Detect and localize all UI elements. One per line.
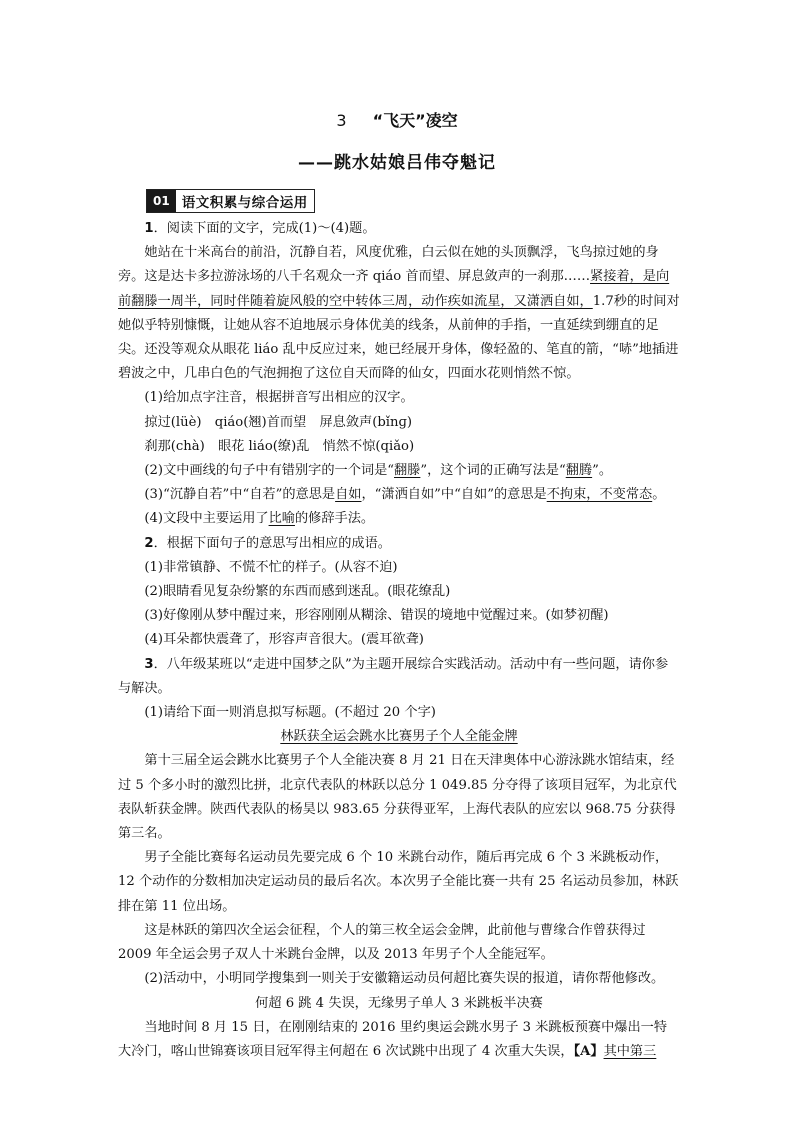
- answer-meaning-1: 自如: [335, 487, 362, 503]
- q1-sub1-answer-1: 掠过(lüè) qiáo(翘)首而望 屏息敛声(bǐnɡ): [144, 414, 413, 430]
- answer-rhetoric: 比喻: [268, 511, 295, 527]
- news-paragraph-2: 男子全能比赛每名运动员先要完成 6 个 10 米跳台动作，随后再完成 6 个 3 米跳板动作，12 个动作的分数相加决定运动员的最后名次。本次男子全能比赛一共有 25 名运动员参加，林跃排在第 11 位出场。: [118, 850, 679, 914]
- section-header: [146, 189, 315, 213]
- q1-sub3: (3)“沉静自若”中“自若”的意思是自如，“潇洒自如”中“自如”的意思是不拘束，不变常态。: [144, 487, 666, 503]
- lesson-subtitle: ——跳水姑娘吕伟夺魁记: [298, 153, 496, 173]
- q1-sub4: (4)文段中主要运用了比喻的修辞手法。: [144, 511, 375, 527]
- q2-item-1: (1)非常镇静、不慌不忙的样子。(从容不迫): [144, 559, 398, 575]
- q2-item-4: (4)耳朵都快震聋了，形容声音很大。(震耳欲聋): [144, 632, 424, 648]
- question-1-stem: 1．阅读下面的文字，完成(1)～(4)题。: [144, 221, 376, 236]
- content-body: [118, 217, 680, 1064]
- report-title: 何超 6 跳 4 失误，无缘男子单人 3 米跳板半决赛: [255, 995, 543, 1011]
- q3-sub2-question: (2)活动中，小明同学搜集到一则关于安徽籍运动员何超比赛失误的报道，请你帮他修改。: [144, 971, 665, 987]
- question-2-stem: 2．根据下面句子的意思写出相应的成语。: [144, 535, 391, 551]
- report-paragraph-1: 当地时间 8 月 15 日，在刚刚结束的 2016 里约奥运会跳水男子 3 米跳板预赛中爆出一特大冷门，喀山世锦赛该项目冠军得主何超在 6 次试跳中出现了 4 次重大失误，【A】其中第三: [118, 1019, 668, 1059]
- question-1-passage: 她站在十米高台的前沿，沉静自若，风度优雅，白云似在她的头顶飘浮，飞鸟掠过她的身旁。这是达卡多拉游泳场的八千名观众一齐 qiáo 首而望、屏息敛声的一刹那……紧接着，是向前翻滕一周半，同时伴随着旋风般的空中转体三周，动作疾如流星，又潇洒自如，1.7秒的时间对她似乎特别慷慨，让她从容不迫地展示身体优美的线条，从前伸的手指，一直延续到绷直的足尖。还没等观众从眼花 liáo 乱中反应过来，她已经展开身体，像轻盈的、笔直的箭，“哧”地插进碧波之中，几串白色的气泡拥抱了这位自天而降的仙女，四面水花则悄然不惊。: [118, 245, 680, 382]
- answer-wrong-word: 翻滕: [394, 463, 421, 479]
- q1-sub1-answer-2: 刹那(chà) 眼花 liáo(缭)乱 悄然不惊(qiǎo): [144, 438, 415, 454]
- news-paragraph-3: 这是林跃的第四次全运会征程，个人的第三枚全运会金牌，此前他与曹缘合作曾获得过 2009 年全运会男子双人十米跳台金牌，以及 2013 年男子个人全能冠军。: [118, 922, 646, 963]
- lesson-title: [0, 108, 794, 131]
- answer-correct-word: 翻腾: [565, 463, 593, 479]
- lesson-number: 3: [336, 111, 347, 130]
- marker-a: 【A】: [573, 1043, 604, 1059]
- underlined-sentence: 紧接着，是向前翻滕一周半，同时伴随着旋风般的空中转体三周，动作疾如流星，又潇洒自如，: [118, 269, 670, 309]
- q1-sub2: (2)文中画线的句子中有错别字的一个词是“翻滕”，这个词的正确写法是“翻腾”。: [144, 463, 613, 479]
- section-number: 01: [147, 190, 176, 212]
- section-label: 语文积累与综合运用: [181, 195, 308, 211]
- report-underlined: 其中第三: [603, 1043, 657, 1059]
- q1-sub1-question: (1)给加点字注音，根据拼音写出相应的汉字。: [144, 390, 414, 406]
- question-3-stem: 3．八年级某班以“走进中国梦之队”为主题开展综合实践活动。活动中有一些问题，请你参与解决。: [118, 656, 669, 696]
- q2-item-3: (3)好像刚从梦中醒过来，形容刚刚从糊涂、错误的境地中觉醒过来。(如梦初醒): [144, 608, 609, 624]
- lesson-title-text: “飞天”凌空: [372, 111, 458, 130]
- news-title-answer: 林跃获全运会跳水比赛男子个人全能金牌: [280, 729, 518, 745]
- answer-meaning-2: 不拘束，不变常态: [546, 487, 653, 503]
- q2-item-2: (2)眼睛看见复杂纷繁的东西而感到迷乱。(眼花缭乱): [144, 584, 451, 600]
- q3-sub1-question: (1)请给下面一则消息拟写标题。(不超过 20 个字): [144, 705, 436, 721]
- news-paragraph-1: 第十三届全运会跳水比赛男子个人全能决赛 8 月 21 日在天津奥体中心游泳跳水馆结束，经过 5 个多小时的激烈比拼，北京代表队的林跃以总分 1 049.85 分夺得了该项目冠军，为北京代表队斩获金牌。陕西代表队的杨昊以 983.65 分获得亚军，上海代表队的应宏以 968.75 分获得第三名。: [118, 753, 677, 842]
